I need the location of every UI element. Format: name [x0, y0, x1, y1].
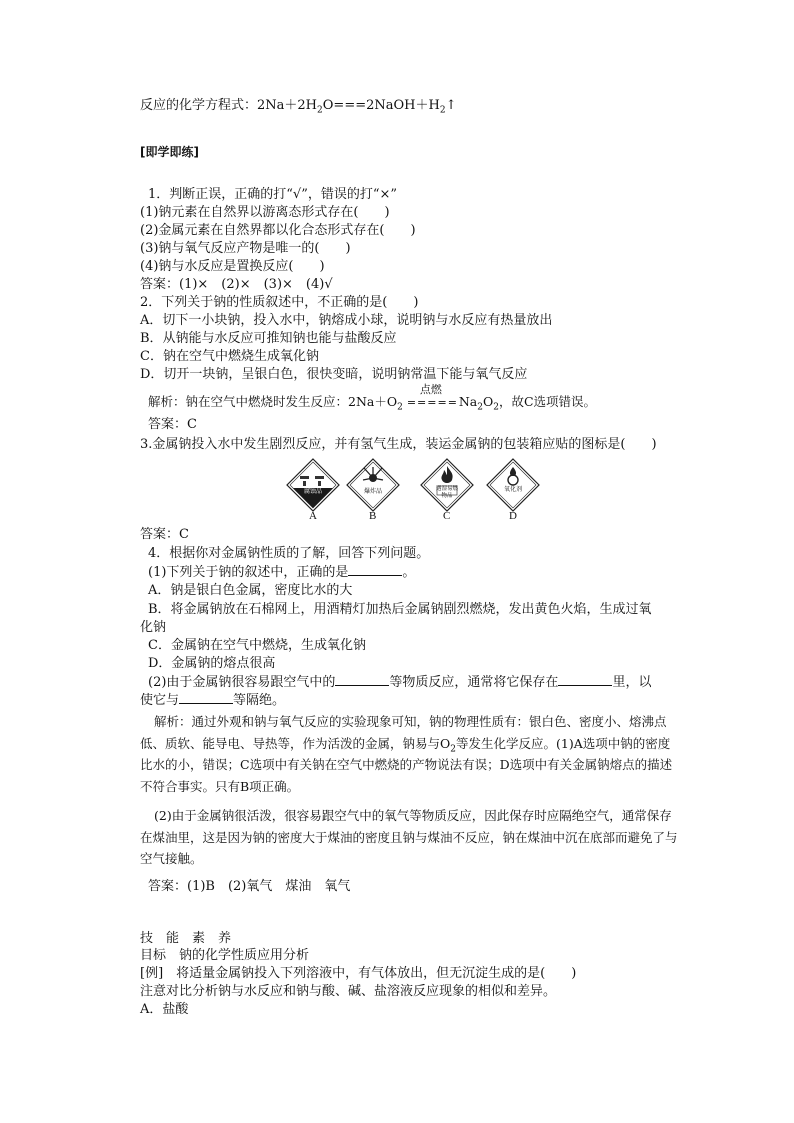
question-4-option-c: C．金属钠在空气中燃烧，生成氧化钠 [148, 638, 366, 653]
skill-heading: 技 能 素 养 [140, 931, 232, 946]
equation-intro: 反应的化学方程式： [140, 98, 258, 113]
subscript: 2 [317, 105, 323, 116]
equation-arrow: ↑ [445, 98, 457, 113]
question-text: (2)由于金属钠很容易跟空气中的 [148, 675, 336, 690]
question-2-option-c: C．钠在空气中燃烧生成氧化钠 [140, 349, 319, 364]
answer-1: 答案：(1)× (2)× (3)× (4)√ [140, 277, 333, 292]
question-2-analysis [148, 383, 597, 413]
equation-line [140, 98, 456, 114]
question-text: 等物质反应，通常将它保存在 [389, 675, 559, 690]
question-3: 3.金属钠投入水中发生剧烈反应，并有氢气生成，装运金属钠的包装箱应贴的图标是( ) [140, 437, 657, 452]
subscript: 2 [397, 402, 403, 413]
flammable-sign [420, 458, 474, 512]
question-4-part-2-line1 [148, 674, 651, 691]
answer-blank[interactable] [558, 674, 612, 686]
sign-c-text: 遇湿易燃物品 [435, 486, 458, 499]
answer-blank[interactable] [179, 692, 233, 704]
question-1-item-1: (1)钠元素在自然界以游离态形式存在( ) [140, 205, 390, 220]
sign-label-b: B [369, 510, 377, 522]
analysis-text: ，故C选项错误。 [498, 394, 597, 409]
subscript: 2 [493, 402, 499, 413]
equation-rhs: O===2NaOH＋H [322, 98, 440, 113]
question-text: 。 [402, 565, 416, 580]
question-1-item-3: (3)钠与氧气反应产物是唯一的( ) [140, 241, 351, 256]
question-4-option-a: A．钠是银白色金属，密度比水的大 [148, 583, 353, 598]
question-1-item-2: (2)金属元素在自然界都以化合态形式存在( ) [140, 223, 416, 238]
subscript: 2 [450, 744, 456, 754]
explosive-sign [346, 458, 400, 512]
target-heading: 目标 钠的化学性质应用分析 [140, 948, 310, 963]
question-4-part-1 [148, 564, 415, 581]
sign-d-text: 氧化剂 [503, 486, 522, 493]
analysis-text: 解析：钠在空气中燃烧时发生反应：2Na＋O [148, 394, 398, 409]
product-text: Na [458, 394, 478, 409]
example-note: 注意对比分析钠与水反应和钠与酸、碱、盐溶液反应现象的相似和差异。 [140, 984, 557, 999]
condition-equals: ===== [406, 396, 458, 409]
subscript: 2 [439, 105, 446, 116]
condition-label: 点燃 [419, 383, 442, 396]
analysis-text: 解析：通过外观和钠与氧气反应的实验现象可知，钠的物理性质有：银白色、密度小、熔沸点低、质软、能导电、导热等，作为活泼的金属，钠易与O [140, 714, 667, 751]
answer-4: 答案：(1)B (2)氧气 煤油 氧气 [148, 879, 351, 894]
question-text: (1)下列关于钠的叙述中，正确的是 [148, 565, 349, 580]
question-4: 4．根据你对金属钠性质的了解，回答下列问题。 [148, 546, 430, 561]
analysis-4-paragraph-1 [140, 711, 680, 797]
question-4-part-2-line2 [140, 692, 285, 709]
sign-a-text: 腐蚀品 [303, 488, 322, 495]
example-option-a: A．盐酸 [140, 1002, 189, 1017]
reaction-condition [406, 383, 458, 411]
answer-3: 答案：C [140, 527, 189, 542]
question-2-option-d: D．切开一块钠，呈银白色，很快变暗，说明钠常温下能与氧气反应 [140, 367, 528, 382]
question-text: 等隔绝。 [233, 693, 286, 708]
question-4-option-b-line1: B．将金属钠放在石棉网上，用酒精灯加热后金属钠剧烈燃烧，发出黄色火焰，生成过氧 [148, 602, 652, 617]
question-4-option-b-line2: 化钠 [140, 620, 167, 635]
sign-label-a: A [309, 510, 317, 522]
analysis-4-paragraph-2: (2)由于金属钠很活泼，很容易跟空气中的氧气等物质反应，因此保存时应隔绝空气，通常保存在煤油里，这是因为钠的密度大于煤油的密度且钠与煤油不反应，钠在煤油中沉在底部而避免了与空气接触。 [140, 808, 678, 866]
question-4-option-d: D．金属钠的熔点很高 [148, 656, 276, 671]
answer-blank[interactable] [335, 674, 389, 686]
sign-label-c: C [443, 510, 451, 522]
product-text: O [482, 394, 494, 409]
question-2: 2．下列关于钠的性质叙述中，不正确的是( ) [140, 295, 419, 310]
question-text: 里，以 [612, 675, 652, 690]
answer-blank[interactable] [348, 564, 402, 576]
section-heading: [即学即练] [140, 145, 199, 159]
question-1: 1．判断正误，正确的打“√”，错误的打“×” [148, 187, 398, 202]
question-text: 使它与 [140, 693, 180, 708]
subscript: 2 [477, 402, 483, 413]
equation-lhs: 2Na＋2H [257, 98, 318, 113]
question-2-option-b: B．从钠能与水反应可推知钠也能与盐酸反应 [140, 331, 397, 346]
sign-label-d: D [509, 510, 517, 522]
corrosive-sign [286, 458, 340, 512]
example-question: [例] 将适量金属钠投入下列溶液中，有气体放出，但无沉淀生成的是( ) [140, 966, 577, 981]
question-2-option-a: A．切下一小块钠，投入水中，钠熔成小球，说明钠与水反应有热量放出 [140, 313, 553, 328]
sign-b-text: 爆炸品 [363, 488, 382, 495]
answer-2: 答案：C [148, 417, 197, 432]
analysis-text: 等发生化学反应。(1)A选项中钠的密度比水的小，错误；C选项中有关钠在空气中燃烧的产物说法有误；D选项中有关金属钠熔点的描述不符合事实。只有B项正确。 [140, 735, 673, 794]
question-1-item-4: (4)钠与水反应是置换反应( ) [140, 259, 325, 274]
